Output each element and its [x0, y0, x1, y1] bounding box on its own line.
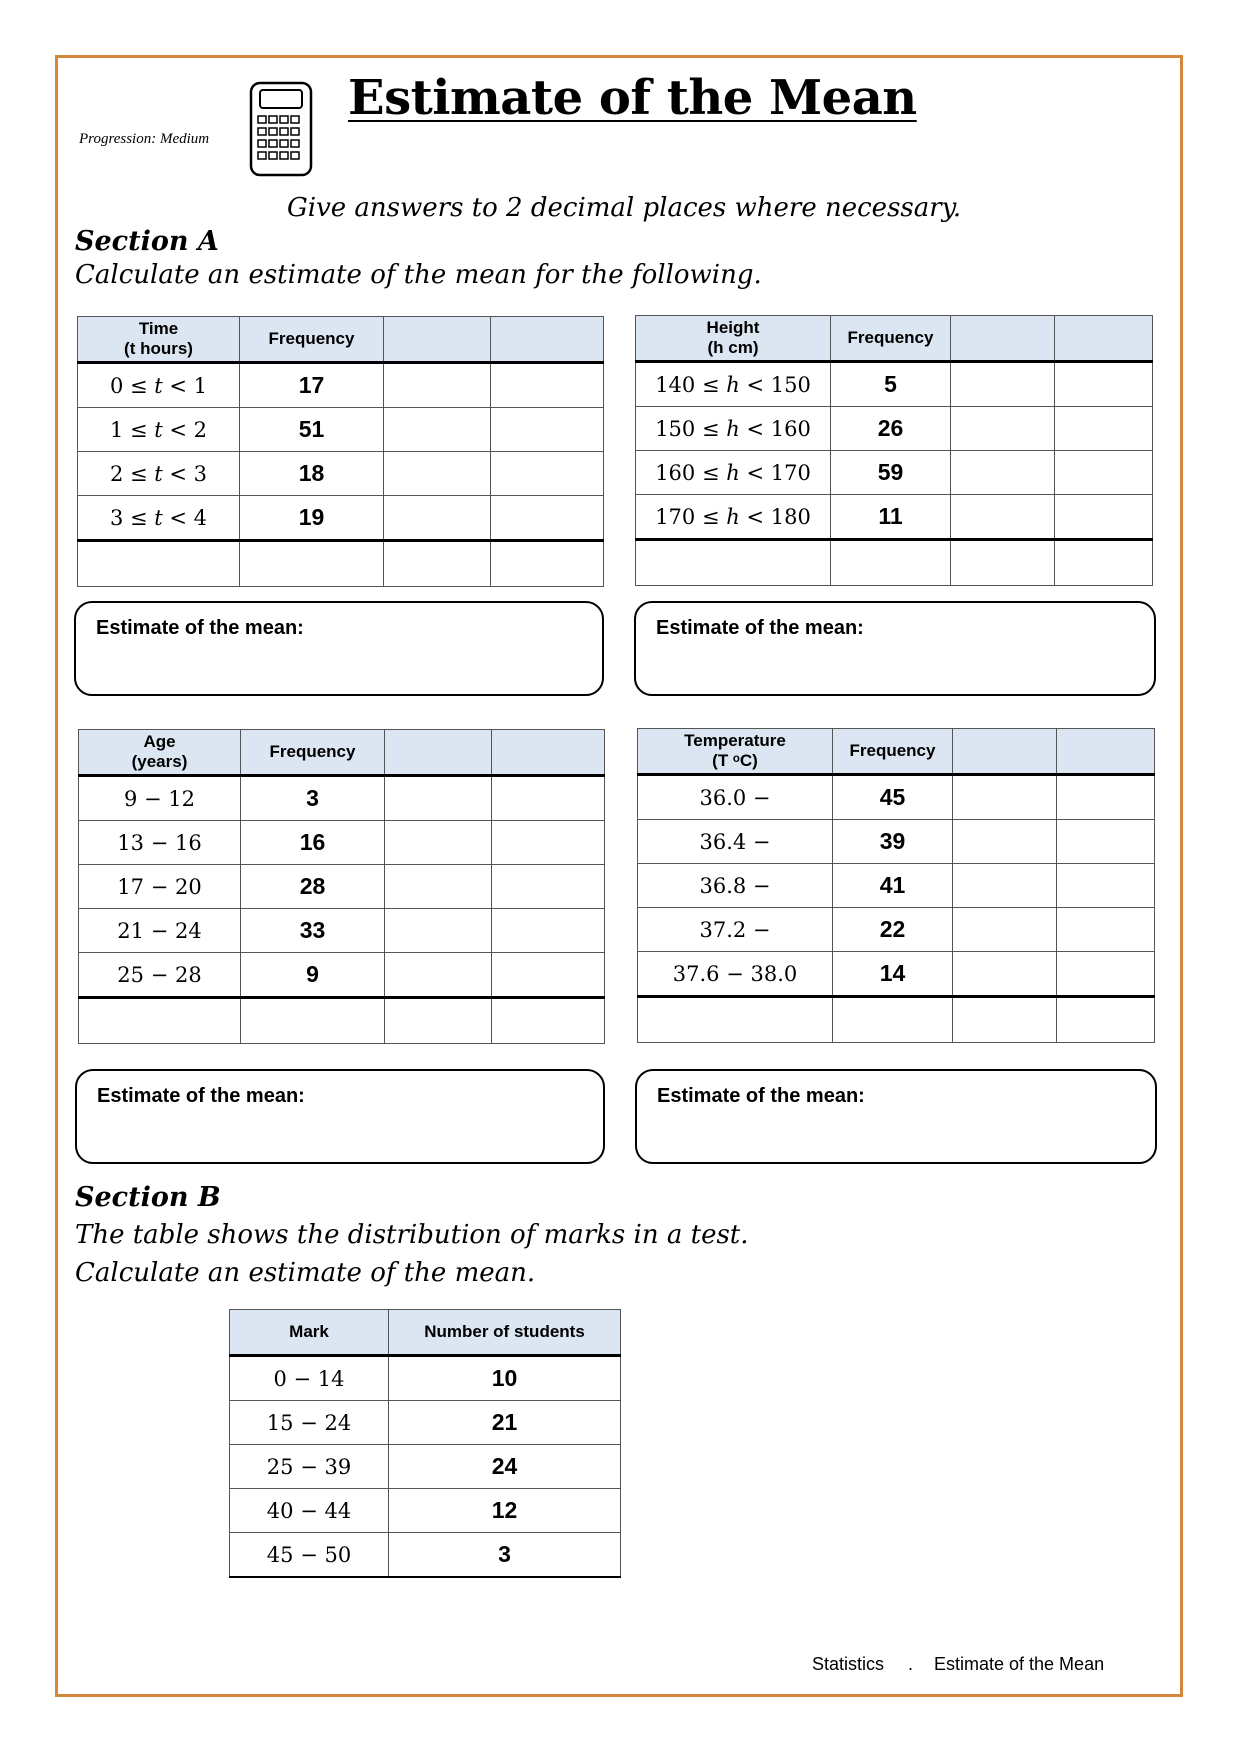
total-row: [636, 540, 1153, 586]
class-interval: 25 − 39: [230, 1445, 389, 1489]
class-interval: 170 ≤ h < 180: [636, 495, 831, 540]
answer-cell[interactable]: [1055, 451, 1153, 495]
estimate-answer-box[interactable]: Estimate of the mean:: [635, 1069, 1157, 1164]
height-frequency-table: [635, 315, 1153, 586]
frequency-cell: 24: [389, 1445, 621, 1489]
answer-cell[interactable]: [951, 407, 1055, 451]
answer-cell[interactable]: [241, 998, 385, 1044]
mark-header: Mark: [230, 1310, 389, 1356]
answer-cell[interactable]: [1055, 540, 1153, 586]
frequency-cell: 11: [831, 495, 951, 540]
table-row: [636, 451, 1153, 495]
frequency-cell: 21: [389, 1401, 621, 1445]
table-row: [638, 864, 1155, 908]
frequency-cell: 45: [833, 775, 953, 820]
class-interval: 17 − 20: [79, 865, 241, 909]
blank-header: [385, 730, 492, 776]
marks-frequency-table: [229, 1309, 621, 1578]
answer-cell[interactable]: [492, 821, 605, 865]
class-header: Height (h cm): [636, 316, 831, 362]
frequency-cell: 10: [389, 1356, 621, 1401]
footer-separator: .: [908, 1654, 914, 1674]
answer-cell[interactable]: [491, 541, 604, 587]
class-interval: 37.6 − 38.0: [638, 952, 833, 997]
class-interval: 36.8 −: [638, 864, 833, 908]
class-interval: 9 − 12: [79, 776, 241, 821]
class-header: Temperature (T ᵒC): [638, 729, 833, 775]
table-row: [79, 953, 605, 998]
frequency-cell: 5: [831, 362, 951, 407]
estimate-answer-box[interactable]: Estimate of the mean:: [74, 601, 604, 696]
answer-cell[interactable]: [953, 908, 1057, 952]
answer-cell[interactable]: [491, 408, 604, 452]
table-row: [79, 865, 605, 909]
answer-cell[interactable]: [492, 865, 605, 909]
table-row: [636, 362, 1153, 407]
table-row: [78, 363, 604, 408]
answer-cell[interactable]: [491, 363, 604, 408]
answer-cell[interactable]: [492, 776, 605, 821]
answer-cell[interactable]: [1057, 997, 1155, 1043]
table-row: [230, 1356, 621, 1401]
table-row: [79, 821, 605, 865]
table-row: [230, 1533, 621, 1578]
blank-header: [953, 729, 1057, 775]
answer-cell[interactable]: [491, 452, 604, 496]
answer-cell[interactable]: [951, 451, 1055, 495]
answer-cell[interactable]: [951, 362, 1055, 407]
frequency-cell: 9: [241, 953, 385, 998]
class-interval: 36.4 −: [638, 820, 833, 864]
frequency-header: Frequency: [833, 729, 953, 775]
frequency-cell: 3: [389, 1533, 621, 1578]
answer-cell[interactable]: [1055, 495, 1153, 540]
answer-cell[interactable]: [953, 864, 1057, 908]
time-frequency-table: [77, 316, 604, 587]
frequency-cell: 18: [240, 452, 384, 496]
answer-cell[interactable]: [1055, 362, 1153, 407]
class-interval: 45 − 50: [230, 1533, 389, 1578]
answer-cell[interactable]: [492, 909, 605, 953]
answer-cell[interactable]: [953, 820, 1057, 864]
table-row: [78, 496, 604, 541]
answer-cell[interactable]: [385, 821, 492, 865]
frequency-cell: 39: [833, 820, 953, 864]
section-b-text: The table shows the distribution of marks in a test.: [75, 1220, 749, 1250]
frequency-cell: 14: [833, 952, 953, 997]
class-interval: 150 ≤ h < 160: [636, 407, 831, 451]
class-interval: 0 − 14: [230, 1356, 389, 1401]
answer-cell[interactable]: [1057, 775, 1155, 820]
table-row: [636, 407, 1153, 451]
answer-cell[interactable]: [384, 496, 491, 541]
section-a-text: Calculate an estimate of the mean for the following.: [75, 260, 762, 290]
frequency-cell: 12: [389, 1489, 621, 1533]
class-interval: 15 − 24: [230, 1401, 389, 1445]
class-interval: 3 ≤ t < 4: [78, 496, 240, 541]
section-b-question: Calculate an estimate of the mean.: [75, 1258, 536, 1288]
answer-cell[interactable]: [79, 998, 241, 1044]
total-row: [78, 541, 604, 587]
progression-label: Progression: Medium: [79, 131, 210, 147]
answer-cell[interactable]: [384, 363, 491, 408]
class-interval: 21 − 24: [79, 909, 241, 953]
footer-topic: Statistics: [812, 1654, 885, 1674]
section-b-heading: Section B: [75, 1182, 221, 1213]
blank-header: [492, 730, 605, 776]
frequency-cell: 17: [240, 363, 384, 408]
answer-cell[interactable]: [385, 998, 492, 1044]
blank-header: [491, 317, 604, 363]
blank-header: [1057, 729, 1155, 775]
answer-cell[interactable]: [384, 541, 491, 587]
table-row: [636, 495, 1153, 540]
table-row: [79, 909, 605, 953]
section-a-heading: Section A: [75, 226, 219, 257]
answer-cell[interactable]: [491, 496, 604, 541]
table-row: [230, 1489, 621, 1533]
class-interval: 2 ≤ t < 3: [78, 452, 240, 496]
class-header: Age (years): [79, 730, 241, 776]
class-interval: 0 ≤ t < 1: [78, 363, 240, 408]
answer-cell[interactable]: [385, 953, 492, 998]
table-row: [638, 820, 1155, 864]
answer-cell[interactable]: [1055, 407, 1153, 451]
frequency-header: Frequency: [240, 317, 384, 363]
students-header: Number of students: [389, 1310, 621, 1356]
instructions: Give answers to 2 decimal places where necessary.: [287, 193, 962, 223]
answer-cell[interactable]: [953, 775, 1057, 820]
table-row: [638, 775, 1155, 820]
class-interval: 36.0 −: [638, 775, 833, 820]
answer-cell[interactable]: [1057, 820, 1155, 864]
answer-cell[interactable]: [384, 408, 491, 452]
class-interval: 140 ≤ h < 150: [636, 362, 831, 407]
answer-cell[interactable]: [1057, 864, 1155, 908]
frequency-header: Frequency: [241, 730, 385, 776]
table-row: [638, 952, 1155, 997]
blank-header: [951, 316, 1055, 362]
class-interval: 13 − 16: [79, 821, 241, 865]
answer-cell[interactable]: [385, 776, 492, 821]
frequency-cell: 59: [831, 451, 951, 495]
answer-cell[interactable]: [492, 953, 605, 998]
answer-cell[interactable]: [1057, 952, 1155, 997]
page-title: Estimate of the Mean: [348, 70, 917, 126]
answer-cell[interactable]: [1057, 908, 1155, 952]
estimate-answer-box[interactable]: Estimate of the mean:: [634, 601, 1156, 696]
table-row: [638, 908, 1155, 952]
class-interval: 37.2 −: [638, 908, 833, 952]
class-interval: 1 ≤ t < 2: [78, 408, 240, 452]
blank-header: [1055, 316, 1153, 362]
table-row: [79, 776, 605, 821]
frequency-cell: 33: [241, 909, 385, 953]
frequency-cell: 16: [241, 821, 385, 865]
class-header: Time (t hours): [78, 317, 240, 363]
table-row: [230, 1401, 621, 1445]
table-row: [78, 452, 604, 496]
answer-cell[interactable]: [384, 452, 491, 496]
frequency-header: Frequency: [831, 316, 951, 362]
blank-header: [384, 317, 491, 363]
answer-cell[interactable]: [638, 997, 833, 1043]
footer-sheet-title: Estimate of the Mean: [934, 1654, 1105, 1674]
answer-cell[interactable]: [636, 540, 831, 586]
class-interval: 40 − 44: [230, 1489, 389, 1533]
age-frequency-table: [78, 729, 605, 1044]
frequency-cell: 22: [833, 908, 953, 952]
class-interval: 160 ≤ h < 170: [636, 451, 831, 495]
total-row: [79, 998, 605, 1044]
answer-cell[interactable]: [492, 998, 605, 1044]
frequency-cell: 28: [241, 865, 385, 909]
answer-cell[interactable]: [385, 909, 492, 953]
frequency-cell: 26: [831, 407, 951, 451]
table-row: [230, 1445, 621, 1489]
answer-cell[interactable]: [951, 495, 1055, 540]
answer-cell[interactable]: [831, 540, 951, 586]
table-row: [78, 408, 604, 452]
total-row: [638, 997, 1155, 1043]
frequency-cell: 19: [240, 496, 384, 541]
answer-cell[interactable]: [833, 997, 953, 1043]
answer-cell[interactable]: [953, 952, 1057, 997]
calculator-icon: [248, 80, 314, 178]
answer-cell[interactable]: [78, 541, 240, 587]
frequency-cell: 51: [240, 408, 384, 452]
frequency-cell: 3: [241, 776, 385, 821]
frequency-cell: 41: [833, 864, 953, 908]
answer-cell[interactable]: [953, 997, 1057, 1043]
answer-cell[interactable]: [951, 540, 1055, 586]
answer-cell[interactable]: [385, 865, 492, 909]
temperature-frequency-table: [637, 728, 1155, 1043]
answer-cell[interactable]: [240, 541, 384, 587]
estimate-answer-box[interactable]: Estimate of the mean:: [75, 1069, 605, 1164]
class-interval: 25 − 28: [79, 953, 241, 998]
